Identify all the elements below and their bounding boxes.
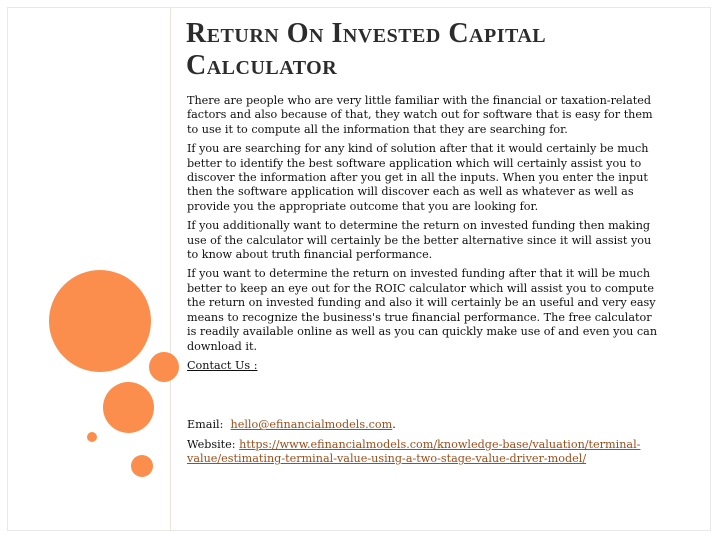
email-link[interactable]: hello@efinancialmodels.com [230,418,393,432]
paragraph-2: If you are searching for any kind of solution after that it would certainly be much better to identify the best software application which will certainly assist you to discover the information after you get in all the inputs. When you enter the input then the software application will discover each as well as whatever as well as provide you the appropriate outcome that you are looking for. [187,142,649,213]
decorative-circle-small [149,352,179,382]
body-content [187,94,659,472]
decorative-circle-tiny [87,432,97,442]
page-title [186,18,706,82]
contact-us-label: Contact Us : [187,358,258,372]
website-link[interactable]: https://www.efinancialmodels.com/knowledge-base/valuation/terminal-value/estimating-terminal-value-using-a-two-stage-value-driver-model/ [187,437,641,466]
title-line-1: Return On Invested Capital [186,18,547,49]
email-suffix: . [392,418,396,432]
decorative-circle-small-bottom [131,455,153,477]
paragraph-1: There are people who are very little familiar with the financial or taxation-related factors and also because of that, they watch out for software that is easy for them to use it to compute all the information that they are searching for. [187,94,653,136]
decorative-circle-large [49,270,151,372]
spacer [187,378,659,418]
email-label: Email: [187,418,224,432]
paragraph-4: If you want to determine the return on invested funding after that it will be much better to keep an eye out for the ROIC calculator which will assist you to compute the return on invested funding and also it will certainly be an useful and very easy means to recognize the business's true financial performance. The free calculator is readily available online as well as you can quickly make use of and even you can download it. [187,267,658,353]
website-label: Website: [187,437,236,451]
decorative-circle-medium [103,382,154,433]
divider-line [170,7,171,531]
website-line [187,438,659,467]
email-line [187,418,659,432]
paragraph-3: If you additionally want to determine the return on invested funding then making use of the calculator will certainly be the better alternative since it will assist you to know about truth financial performance. [187,219,652,262]
title-line-2: Calculator [186,50,338,81]
